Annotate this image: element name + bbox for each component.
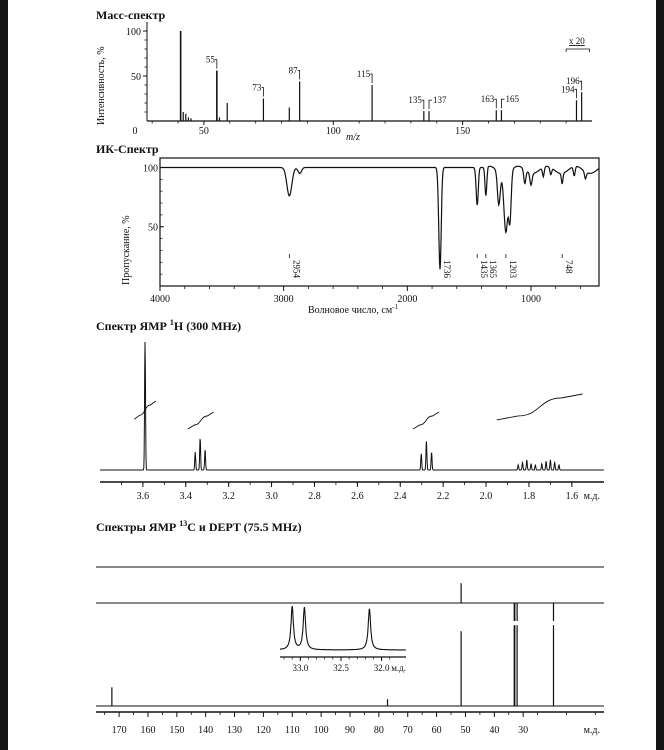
- hnmr-integrals: [134, 394, 582, 429]
- hnmr-xtick-label: 2.4: [394, 491, 407, 502]
- ir-xtick-label: 1000: [520, 294, 541, 305]
- ms-label-leader: [261, 88, 263, 97]
- inset-trace: [280, 607, 406, 650]
- inset-xtick-label: 32.0: [373, 663, 390, 673]
- ms-peak-label: 73: [252, 82, 262, 93]
- ms-peaks: [181, 31, 590, 121]
- hnmr-xtick-label: 1.6: [565, 491, 579, 502]
- ms-ylabel: Интенсивность, %: [96, 46, 107, 125]
- inset-ticks: [284, 657, 406, 673]
- ms-zoom-label: x 20: [569, 36, 585, 46]
- cnmr-xtick-label: 170: [111, 725, 127, 736]
- cnmr-xtick-label: 140: [198, 725, 214, 736]
- ir-ylabel: Пропускание, %: [121, 215, 132, 285]
- ms-xtick-label: 50: [198, 126, 209, 137]
- hnmr-xlabel: м.д.: [583, 491, 600, 502]
- spectra-canvas: [8, 0, 656, 750]
- cnmr-xtick-label: 150: [169, 725, 185, 736]
- ir-xtick-label: 4000: [150, 294, 170, 305]
- ms-peak-label: 196: [566, 76, 580, 87]
- ms-label-leader: [370, 74, 372, 83]
- ms-label-leader: [580, 81, 582, 90]
- ir-xtick-label: 3000: [273, 294, 294, 305]
- cnmr-xlabel: м.д.: [583, 725, 600, 736]
- ms-zoom-bracket: [566, 49, 589, 52]
- ms-peak-label: 135: [408, 95, 422, 106]
- cnmr-xtick-label: 90: [345, 725, 355, 736]
- hnmr-ticks: [121, 482, 600, 502]
- inset-xtick-label: 33.0: [292, 663, 309, 673]
- cnmr-xtick-label: 160: [140, 725, 156, 736]
- cnmr-xtick-label: 100: [313, 725, 329, 736]
- ms-peak-label: 194: [560, 84, 575, 95]
- ms-title: Масс-спектр: [96, 8, 166, 22]
- ir-band-label: 1435: [479, 260, 490, 278]
- spectra-figure: [8, 0, 656, 750]
- cnmr-xtick-label: 120: [255, 725, 271, 736]
- ms-peak-label: 115: [356, 69, 371, 79]
- ir-trace: [160, 166, 599, 269]
- cnmr-xtick-label: 80: [373, 725, 384, 736]
- hnmr-title: Спектр ЯМР $^1$H (300 MHz): [96, 318, 242, 333]
- ir-band-label: 748: [564, 260, 575, 274]
- ms-label-leader: [429, 100, 432, 109]
- ir-ytick-label: 50: [148, 222, 158, 234]
- ms-peak-label: 55: [205, 54, 215, 65]
- hnmr-xtick-label: 2.6: [351, 491, 364, 502]
- ms-label-leader: [298, 70, 300, 79]
- ir-band-label: 1365: [487, 260, 498, 278]
- ms-peak-label: 163: [480, 94, 495, 105]
- ms-peak-label: 137: [433, 95, 447, 106]
- ms-xtick-label: 0: [132, 126, 138, 137]
- hnmr-xtick-label: 3.0: [265, 491, 278, 502]
- cnmr-xtick-label: 60: [431, 725, 442, 736]
- ms-xlabel: m/z: [346, 132, 360, 143]
- inset-xtick-label: 32.5: [333, 663, 349, 673]
- ir-ytick-label: 100: [143, 163, 158, 175]
- ms-peak-label: 165: [505, 94, 519, 105]
- cnmr-ticks: [105, 712, 600, 736]
- hnmr-xtick-label: 2.2: [436, 491, 450, 502]
- cnmr-inset: [280, 607, 406, 673]
- ir-xlabel: Волновое число, $см^{-1}$: [307, 303, 399, 316]
- ms-ytick-label: 100: [126, 27, 141, 38]
- hnmr-xtick-label: 2.0: [479, 491, 493, 502]
- ir-band-label: 1203: [507, 260, 518, 279]
- ms-xtick-label: 150: [455, 126, 471, 137]
- ir-band-labels: [289, 254, 574, 279]
- ir-title: ИК-Спектр: [96, 142, 159, 156]
- hnmr-trace: [100, 342, 604, 470]
- hnmr-xtick-label: 1.8: [522, 491, 536, 502]
- ir-band-label: 2954: [291, 260, 302, 278]
- ir-xtick-label: 2000: [397, 294, 418, 305]
- cnmr-xtick-label: 70: [402, 725, 413, 736]
- ir-band-label: 1736: [441, 260, 452, 278]
- hnmr-xtick-label: 2.8: [308, 491, 321, 502]
- ms-ytick-label: 50: [131, 72, 141, 83]
- ms-xtick-label: 100: [325, 126, 341, 137]
- cnmr-xtick-label: 40: [489, 725, 500, 736]
- inset-xlabel: м.д.: [391, 663, 406, 673]
- cnmr-xtick-label: 30: [518, 725, 529, 736]
- ms-label-leader: [215, 60, 217, 69]
- ms-label-leader: [494, 99, 496, 108]
- hnmr-xtick-label: 3.6: [136, 491, 150, 502]
- ms-label-leader: [574, 89, 576, 98]
- ms-peak-label: 87: [288, 65, 298, 76]
- dept-peaks: [461, 583, 553, 621]
- hnmr-xtick-label: 3.2: [222, 491, 235, 502]
- cnmr-title: Спектры ЯМР $^{13}$C и DEPT (75.5 MHz): [96, 519, 302, 534]
- ir-ticks: [143, 163, 580, 305]
- cnmr-xtick-label: 50: [460, 725, 471, 736]
- cnmr-xtick-label: 130: [227, 725, 243, 736]
- ms-label-leader: [501, 99, 504, 108]
- ms-label-leader: [422, 100, 424, 109]
- cnmr-xtick-label: 110: [284, 725, 300, 736]
- hnmr-xtick-label: 3.4: [179, 491, 193, 502]
